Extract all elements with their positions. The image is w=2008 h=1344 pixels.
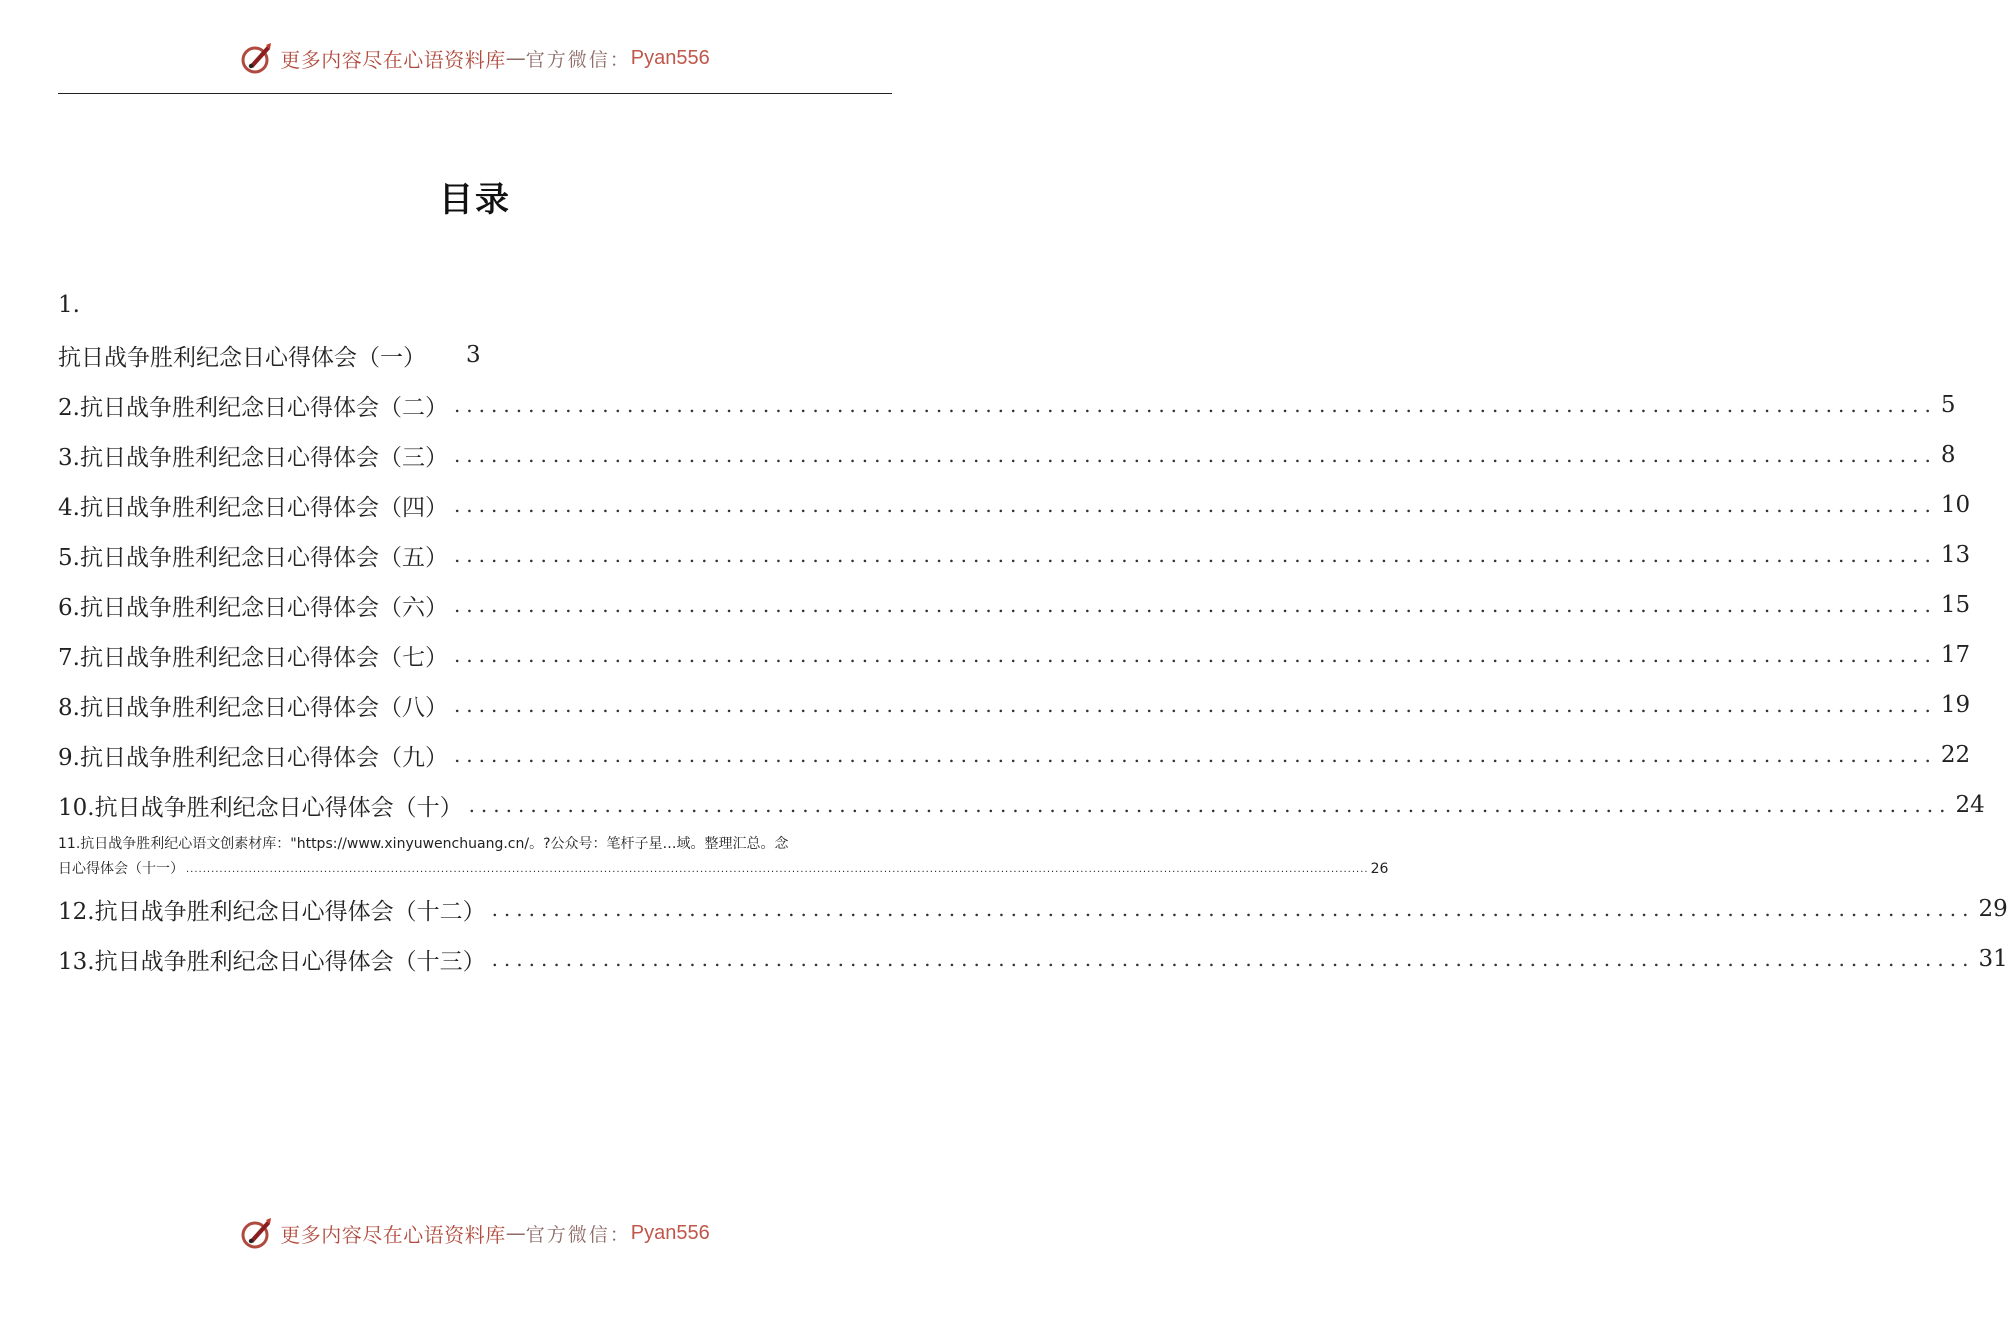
toc-entry[interactable]: [58, 680, 1971, 730]
quill-logo-icon: [240, 1216, 274, 1250]
toc-entry-page: 10: [1940, 492, 1971, 518]
toc-entry-1-number[interactable]: [58, 280, 892, 330]
toc-entry[interactable]: [58, 430, 1956, 480]
toc-leader-dots: ........................................................................................................................: [468, 793, 1952, 817]
toc-entry-page: 26: [1370, 861, 1389, 877]
toc-entry[interactable]: [58, 380, 1956, 430]
toc-entry[interactable]: [58, 530, 1971, 580]
banner-wechat-id: Pyan556: [630, 1221, 710, 1244]
banner-text: 更多内容尽在心语资料库: [280, 1222, 506, 1247]
banner-text: 更多内容尽在心语资料库: [280, 47, 506, 72]
toc-entry[interactable]: [58, 934, 2008, 984]
toc-entry-label: 12.抗日战争胜利纪念日心得体会（十二）: [58, 898, 486, 925]
toc-leader-dots: ........................................................................................................................: [453, 443, 1937, 467]
toc-entry-label: 5.抗日战争胜利纪念日心得体会（五）: [58, 544, 448, 571]
toc-leader-dots: ........................................................................................................................: [491, 897, 1975, 921]
toc-entry-page: 24: [1955, 792, 1985, 818]
toc-entry-label: 2.抗日战争胜利纪念日心得体会（二）: [58, 394, 448, 421]
toc-entry-page: 13: [1940, 542, 1971, 568]
page-title: 目录: [439, 180, 511, 220]
toc-leader-dots: ........................................................................................................................: [453, 693, 1937, 717]
toc-entry[interactable]: [58, 580, 1971, 630]
toc-leader-dots: ........................................................................................................................: [453, 393, 1937, 417]
toc-entry-page: 5: [1940, 392, 1956, 418]
toc-leader-dots: ........................................................................................................................: [453, 543, 1937, 567]
toc-entry-1[interactable]: [58, 330, 892, 380]
toc-entry-label: 抗日战争胜利纪念日心得体会（一）: [58, 344, 426, 371]
toc-entry-label: 13.抗日战争胜利纪念日心得体会（十三）: [58, 948, 486, 975]
toc-entry-label: 7.抗日战争胜利纪念日心得体会（七）: [58, 644, 448, 671]
toc-entry-label: 3.抗日战争胜利纪念日心得体会（三）: [58, 444, 448, 471]
toc-entry-label: 8.抗日战争胜利纪念日心得体会（八）: [58, 694, 448, 721]
toc-leader-dots: ........................................................................................................................: [491, 947, 1975, 971]
toc-leader-dots: ........................................................................................................................: [453, 493, 1937, 517]
toc-entry[interactable]: [58, 480, 1971, 530]
toc-entry-label: 6.抗日战争胜利纪念日心得体会（六）: [58, 594, 448, 621]
quill-logo-icon: [240, 41, 274, 75]
banner-dash: —: [505, 46, 526, 70]
table-of-contents: [58, 280, 2008, 984]
toc-entry-page: 22: [1940, 742, 1971, 768]
toc-entry[interactable]: [58, 630, 1971, 680]
toc-entry-page: 19: [1940, 692, 1971, 718]
toc-leader-dots: ........................................................................................................................: [453, 593, 1937, 617]
header-banner: [0, 38, 950, 78]
banner-wechat-label: 官方微信：: [525, 48, 631, 71]
banner-wechat-label: 官方微信：: [525, 1223, 631, 1246]
toc-entry-label: 9.抗日战争胜利纪念日心得体会（九）: [58, 744, 448, 771]
toc-entry-page: 29: [1978, 896, 2008, 922]
toc-entry-label: 10.抗日战争胜利纪念日心得体会（十）: [58, 794, 463, 821]
toc-entry-11[interactable]: [58, 832, 1389, 882]
toc-entry-number: 1.: [58, 292, 80, 318]
toc-entry-11-line2: 日心得体会（十一）: [58, 861, 184, 877]
toc-entry-page: 8: [1940, 442, 1956, 468]
toc-entry-page: 3: [466, 342, 481, 368]
toc-entry-page: 15: [1940, 592, 1971, 618]
toc-leader-dots: ........................................................................................................................: [453, 643, 1937, 667]
toc-entry-label: 4.抗日战争胜利纪念日心得体会（四）: [58, 494, 448, 521]
toc-entry[interactable]: [58, 884, 2008, 934]
toc-leader-dots: ........................................................................................................................: [453, 743, 1937, 767]
toc-leader-dots: ...........................................................................................................................................................................................................................................................................................: [186, 864, 1369, 875]
footer-banner: [0, 1213, 950, 1253]
toc-entry-11-line1: 11.抗日战争胜利纪心语文创素材库："https://www.xinyuwenchuang.cn/。?公众号：笔杆子星…域。整理汇总。念: [58, 836, 789, 852]
banner-wechat-id: Pyan556: [630, 46, 710, 69]
toc-entry-page: 31: [1978, 946, 2008, 972]
toc-entry[interactable]: [58, 730, 1971, 780]
header-rule: [58, 93, 892, 94]
toc-entry[interactable]: [58, 780, 1985, 830]
toc-entry-page: 17: [1940, 642, 1971, 668]
banner-dash: —: [505, 1221, 526, 1245]
